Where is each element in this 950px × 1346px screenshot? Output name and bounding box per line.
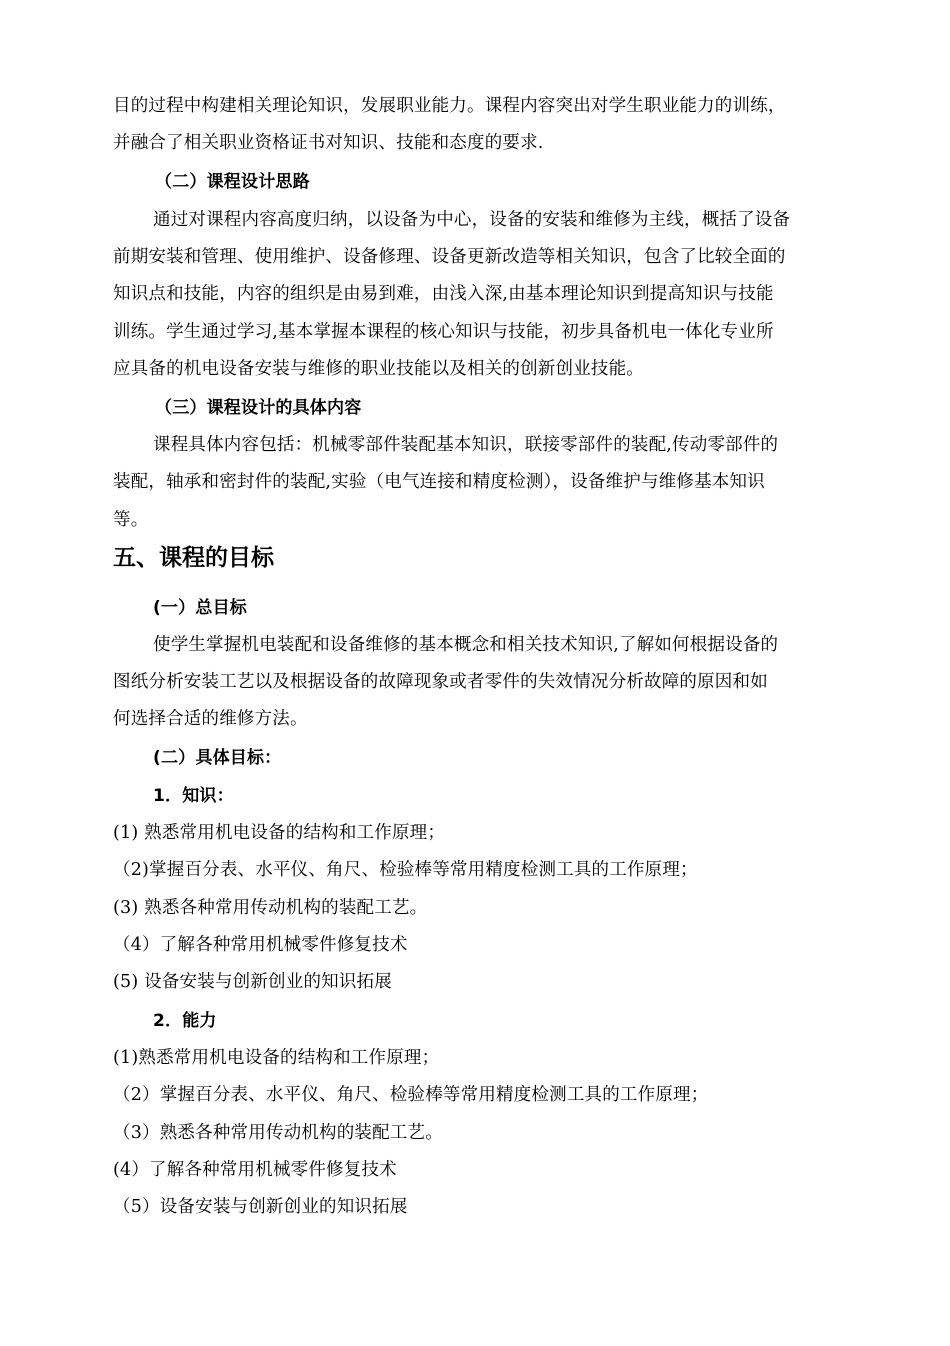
list-item: （2）掌握百分表、水平仪、角尺、检验棒等常用精度检测工具的工作原理； <box>113 1085 709 1105</box>
intro-line-1: 目的过程中构建相关理论知识，发展职业能力。课程内容突出对学生职业能力的训练， <box>113 96 786 116</box>
paragraph-line: 装配，轴承和密封件的装配,实验（电气连接和精度检测），设备维护与维修基本知识 <box>113 472 765 492</box>
list-item: （4）了解各种常用机械零件修复技术 <box>113 935 408 955</box>
paragraph-line: 等。 <box>113 510 149 530</box>
paragraph-line: 课程具体内容包括：机械零部件装配基本知识，联接零部件的装配,传动零部件的 <box>153 435 779 455</box>
specific-goal-heading: (二）具体目标： <box>153 748 282 768</box>
paragraph-line: 知识点和技能，内容的组织是由易到难，由浅入深,由基本理论知识到提高知识与技能 <box>113 284 774 304</box>
paragraph-line: 使学生掌握机电装配和设备维修的基本概念和相关技术知识,了解如何根据设备的 <box>153 635 779 655</box>
paragraph-line: 应具备的机电设备安装与维修的职业技能以及相关的创新创业技能。 <box>113 359 644 379</box>
list-item: (3) 熟悉各种常用传动机构的装配工艺。 <box>113 898 428 918</box>
list-item: （5）设备安装与创新创业的知识拓展 <box>113 1197 408 1217</box>
design-content-heading: （三）课程设计的具体内容 <box>155 398 362 418</box>
paragraph-line: 图纸分析安装工艺以及根据设备的故障现象或者零件的失效情况分析故障的原因和如 <box>113 672 768 692</box>
paragraph-line: 前期安装和管理、使用维护、设备修理、设备更新改造等相关知识，包含了比较全面的 <box>113 247 786 267</box>
paragraph-line: 何选择合适的维修方法。 <box>113 709 308 729</box>
list-item: （3）熟悉各种常用传动机构的装配工艺。 <box>113 1123 443 1143</box>
overall-goal-heading: (一）总目标 <box>153 598 247 618</box>
list-item: （2)掌握百分表、水平仪、角尺、检验棒等常用精度检测工具的工作原理； <box>113 860 698 880</box>
knowledge-heading: 1．知识： <box>153 786 234 806</box>
paragraph-line: 训练。学生通过学习,基本掌握本课程的核心知识与技能，初步具备机电一体化专业所 <box>113 322 774 342</box>
section-title: 五、课程的目标 <box>113 545 274 571</box>
list-item: (1) 熟悉常用机电设备的结构和工作原理； <box>113 823 446 843</box>
intro-line-2: 并融合了相关职业资格证书对知识、技能和态度的要求. <box>113 133 544 153</box>
ability-heading: 2．能力 <box>153 1011 217 1031</box>
paragraph-line: 通过对课程内容高度归纳，以设备为中心，设备的安装和维修为主线，概括了设备 <box>153 210 791 230</box>
design-ideas-heading: （二）课程设计思路 <box>155 172 310 192</box>
list-item: (1)熟悉常用机电设备的结构和工作原理； <box>113 1048 440 1068</box>
list-item: (4）了解各种常用机械零件修复技术 <box>113 1160 397 1180</box>
list-item: (5) 设备安装与创新创业的知识拓展 <box>113 972 392 992</box>
